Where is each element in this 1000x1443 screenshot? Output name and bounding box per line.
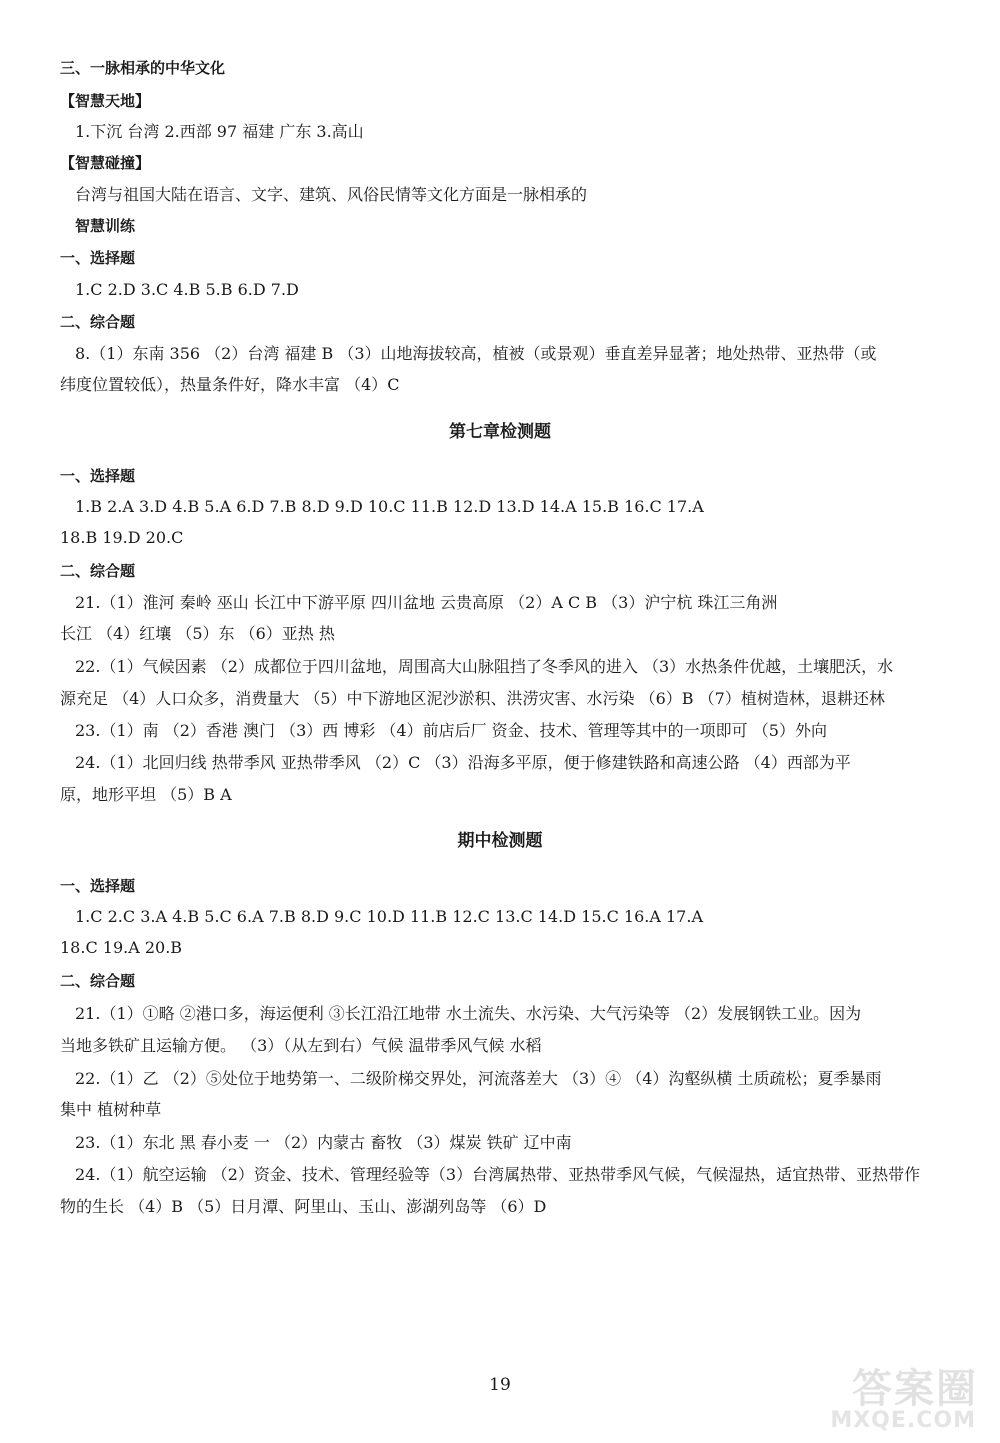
choice-answers: 1.B 2.A 3.D 4.B 5.A 6.D 7.B 8.D 9.D 10.C 11.B 12.D 13.D 14.A 15.B 16.C 17.A — [75, 497, 704, 516]
answer-line: 台湾与祖国大陆在语言、文字、建筑、风俗民情等文化方面是一脉相承的 — [75, 185, 588, 204]
answer-line: 23.（1）东北 黑 春小麦 一 （2）内蒙古 畜牧 （3）煤炭 铁矿 辽中南 — [75, 1133, 572, 1152]
subsection-label-zhihui-pengzhuang: 【智慧碰撞】 — [60, 154, 151, 172]
answer-line: 21.（1）淮河 秦岭 巫山 长江中下游平原 四川盆地 云贵高原 （2）A C B （3）沪宁杭 珠江三角洲 — [75, 593, 778, 612]
subsection-label-zhihui-tiandi: 【智慧天地】 — [60, 92, 151, 110]
watermark-url: MXQE.COM — [830, 1408, 976, 1433]
subsection-label-training: 智慧训练 — [75, 217, 136, 235]
choice-label: 一、选择题 — [60, 877, 136, 895]
chapter-title: 期中检测题 — [457, 831, 543, 851]
comprehensive-label: 二、综合题 — [60, 972, 136, 990]
answer-line: 原，地形平坦 （5）B A — [60, 785, 232, 804]
comprehensive-label: 二、综合题 — [60, 562, 136, 580]
choice-label: 一、选择题 — [60, 467, 136, 485]
choice-answers: 1.C 2.D 3.C 4.B 5.B 6.D 7.D — [75, 280, 299, 299]
answer-line: 当地多铁矿且运输方便。 （3）（从左到右）气候 温带季风气候 水稻 — [60, 1036, 542, 1055]
section-heading: 三、一脉相承的中华文化 — [60, 59, 226, 77]
watermark-text: 答案圈 — [852, 1366, 978, 1412]
answer-line: 长江 （4）红壤 （5）东 （6）亚热 热 — [60, 624, 335, 643]
answer-line: 纬度位置较低），热量条件好，降水丰富 （4）C — [60, 375, 400, 394]
answer-line: 物的生长 （4）B （5）日月潭、阿里山、玉山、澎湖列岛等 （6）D — [60, 1197, 547, 1216]
choice-label: 一、选择题 — [60, 249, 136, 267]
chapter-title: 第七章检测题 — [449, 422, 551, 442]
choice-answers: 18.B 19.D 20.C — [60, 528, 184, 547]
answer-line: 22.（1）气候因素 （2）成都位于四川盆地，周围高大山脉阻挡了冬季风的进入 （3）水热条件优越，土壤肥沃，水 — [75, 657, 894, 676]
choice-answers: 18.C 19.A 20.B — [60, 938, 183, 957]
choice-answers: 1.C 2.C 3.A 4.B 5.C 6.A 7.B 8.D 9.C 10.D 11.B 12.C 13.C 14.D 15.C 16.A 17.A — [75, 907, 703, 926]
watermark-logo — [782, 1357, 982, 1435]
comprehensive-label: 二、综合题 — [60, 313, 136, 331]
answer-line: 24.（1）北回归线 热带季风 亚热带季风 （2）C （3）沿海多平原，便于修建铁路和高速公路 （4）西部为平 — [75, 753, 851, 772]
answer-line: 23.（1）南 （2）香港 澳门 （3）西 博彩 （4）前店后厂 资金、技术、管理等其中的一项即可 （5）外向 — [75, 721, 827, 740]
answer-line: 1.下沉 台湾 2.西部 97 福建 广东 3.高山 — [75, 122, 364, 141]
answer-line: 源充足 （4）人口众多，消费量大 （5）中下游地区泥沙淤积、洪涝灾害、水污染 （6）B （7）植树造林，退耕还林 — [60, 689, 885, 708]
answer-line: 集中 植树种草 — [60, 1100, 162, 1119]
page-number: 19 — [489, 1375, 511, 1395]
answer-line: 8.（1）东南 356 （2）台湾 福建 B （3）山地海拔较高，植被（或景观）垂直差异显著；地处热带、亚热带（或 — [75, 344, 877, 363]
answer-line: 22.（1）乙 （2）⑤处位于地势第一、二级阶梯交界处，河流落差大 （3）④ （4）沟壑纵横 土质疏松；夏季暴雨 — [75, 1069, 882, 1088]
answer-line: 24.（1）航空运输 （2）资金、技术、管理经验等（3）台湾属热带、亚热带季风气候，气候湿热，适宜热带、亚热带作 — [75, 1165, 921, 1184]
answer-line: 21.（1）①略 ②港口多，海运便利 ③长江沿江地带 水土流失、水污染、大气污染等 （2）发展钢铁工业。因为 — [75, 1004, 862, 1023]
